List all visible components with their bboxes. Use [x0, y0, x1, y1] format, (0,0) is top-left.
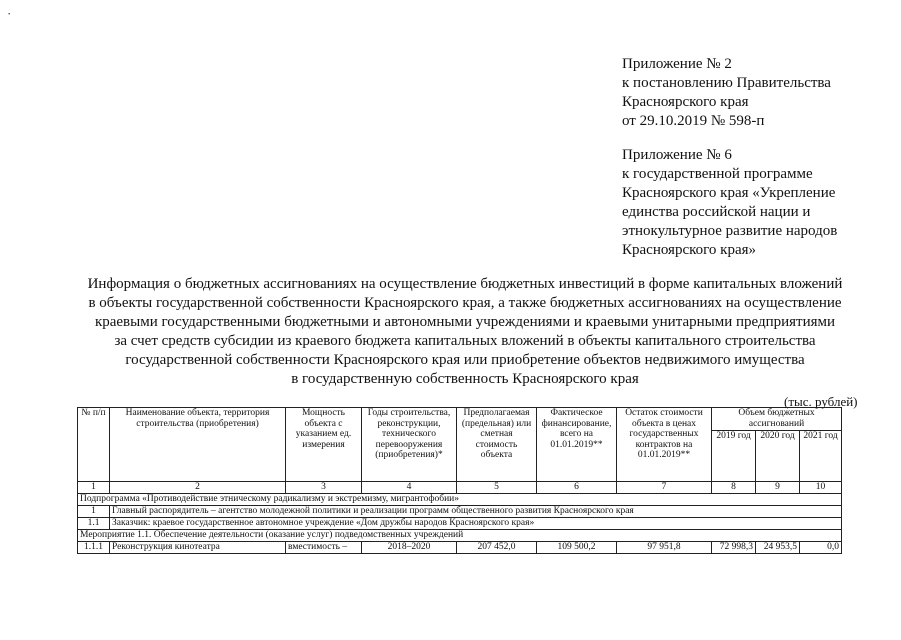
row-number: 1.1.1: [78, 542, 110, 554]
column-number: 10: [800, 482, 842, 494]
appendix-6-block: [622, 146, 837, 260]
header-num: № п/п: [78, 408, 110, 482]
document-title: [40, 275, 890, 389]
column-number: 3: [286, 482, 362, 494]
currency-unit-note: (тыс. рублей): [784, 394, 858, 409]
column-number: 6: [537, 482, 617, 494]
appendix-line: этнокультурное развитие народов: [622, 223, 838, 239]
column-number: 1: [78, 482, 110, 494]
appendix-line: Красноярского края «Укрепление: [622, 185, 836, 201]
title-line: государственной собственности Красноярского края или приобретение объектов недвижимого имущества: [125, 352, 805, 368]
header-estimated-cost: Предполагаемая (предельная) или сметная стоимость объекта: [457, 408, 537, 482]
appendix-line: Красноярского края»: [622, 242, 757, 258]
budget-table: [77, 407, 842, 554]
subprogram-title: Подпрограмма «Противодействие этническому радикализму и экстремизму, мигрантофобии»: [78, 494, 842, 506]
title-line: в объекты государственной собственности Красноярского края, а также бюджетных ассигнованиях на осуществление: [88, 295, 842, 311]
header-year-2020: 2020 год: [756, 431, 800, 482]
row-number: 1: [78, 506, 110, 518]
activity-row: [78, 530, 842, 542]
object-years: 2018–2020: [362, 542, 457, 554]
header-name: Наименование объекта, территория строительства (приобретения): [110, 408, 286, 482]
column-number: 2: [110, 482, 286, 494]
header-budget-volume: Объем бюджетных ассигнований: [712, 408, 842, 431]
object-volume-2019: 72 998,3: [712, 542, 756, 554]
header-actual-financing: Фактическое финансирование, всего на 01.01.2019**: [537, 408, 617, 482]
header-remaining-cost: Остаток стоимости объекта в ценах государственных контрактов на 01.01.2019**: [617, 408, 712, 482]
appendix-2-block: [622, 55, 831, 131]
object-name: Реконструкция кинотеатра: [110, 542, 286, 554]
table-row: [78, 506, 842, 518]
object-remaining-cost: 97 951,8: [617, 542, 712, 554]
row-number: 1.1: [78, 518, 110, 530]
main-manager-text: Главный распорядитель – агентство молодежной политики и реализации программ общественного развития Красноярского края: [110, 506, 842, 518]
header-years: Годы строительства, реконструкции, технического перевооружения (приобретения)*: [362, 408, 457, 482]
title-line: за счет средств субсидии из краевого бюджета капитальных вложений в объекты капитального строительства: [114, 333, 816, 349]
column-number: 5: [457, 482, 537, 494]
object-volume-2021: 0,0: [800, 542, 842, 554]
object-estimated-cost: 207 452,0: [457, 542, 537, 554]
appendix-line: к постановлению Правительства: [622, 75, 831, 91]
appendix-line: единства российской нации и: [622, 204, 811, 220]
column-number: 4: [362, 482, 457, 494]
column-number: 8: [712, 482, 756, 494]
subprogram-row: [78, 494, 842, 506]
activity-title: Мероприятие 1.1. Обеспечение деятельности (оказание услуг) подведомственных учреждений: [78, 530, 842, 542]
object-capacity: вместимость –: [286, 542, 362, 554]
column-number: 9: [756, 482, 800, 494]
object-volume-2020: 24 953,5: [756, 542, 800, 554]
appendix-line: к государственной программе: [622, 166, 813, 182]
header-year-2021: 2021 год: [800, 431, 842, 482]
appendix-line: Приложение № 6: [622, 147, 732, 163]
column-number: 7: [617, 482, 712, 494]
object-actual-financing: 109 500,2: [537, 542, 617, 554]
title-line: в государственную собственность Красноярского края: [291, 371, 639, 387]
header-capacity: Мощность объекта с указанием ед. измерения: [286, 408, 362, 482]
appendix-line: от 29.10.2019 № 598-п: [622, 113, 765, 129]
title-line: Информация о бюджетных ассигнованиях на осуществление бюджетных инвестиций в форме капитальных вложений: [87, 276, 843, 292]
table-row: [78, 542, 842, 554]
table-row: [78, 518, 842, 530]
appendix-line: Красноярского края: [622, 94, 749, 110]
corner-mark: ·: [7, 6, 12, 21]
header-year-2019: 2019 год: [712, 431, 756, 482]
column-number-row: [78, 482, 842, 494]
customer-text: Заказчик: краевое государственное автономное учреждение «Дом дружбы народов Красноярского края»: [110, 518, 842, 530]
title-line: краевыми государственными бюджетными и автономными учреждениями и краевыми унитарными предприятиями: [94, 314, 836, 330]
appendix-line: Приложение № 2: [622, 56, 732, 72]
